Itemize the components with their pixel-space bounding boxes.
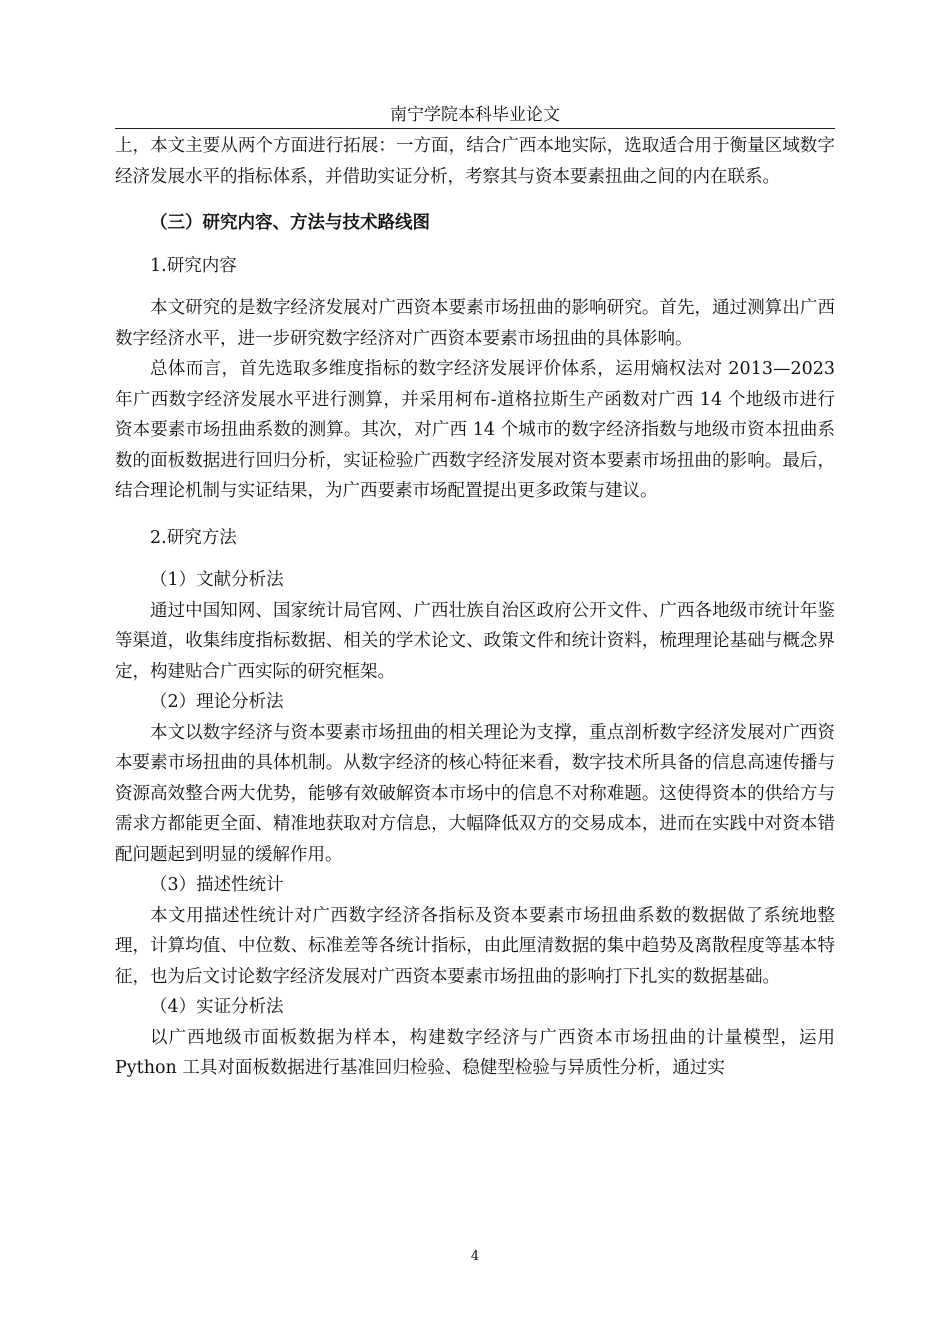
paragraph: 上，本文主要从两个方面进行拓展：一方面，结合广西本地实际，选取适合用于衡量区域数字经济发展水平的指标体系，并借助实证分析，考察其与资本要素扭曲之间的内在联系。	[115, 136, 835, 187]
paragraph: 本文用描述性统计对广西数字经济各指标及资本要素市场扭曲系数的数据做了系统地整理，计算均值、中位数、标准差等各统计指标，由此厘清数据的集中趋势及离散程度等基本特征，也为后文讨论数字经济发展对广西资本要素市场扭曲的影响打下扎实的数据基础。	[115, 905, 835, 987]
paragraph: 总体而言，首先选取多维度指标的数字经济发展评价体系，运用熵权法对 2013—2023 年广西数字经济发展水平进行测算，并采用柯布-道格拉斯生产函数对广西 14 个地级市进行资本要素市场扭曲系数的测算。其次，对广西 14 个城市的数字经济指数与地级市资本扭曲系数的面板数据进行回归分析，实证检验广西数字经济发展对资本要素市场扭曲的影响。最后，结合理论机制与实证结果，为广西要素市场配置提出更多政策与建议。	[115, 359, 835, 501]
method-heading: （3）描述性统计	[150, 875, 284, 895]
page-number: 4	[470, 1249, 480, 1264]
subsection-heading: 1.研究内容	[150, 255, 237, 276]
subsection-heading: 2.研究方法	[150, 527, 237, 548]
paragraph: 通过中国知网、国家统计局官网、广西壮族自治区政府公开文件、广西各地级市统计年鉴等渠道，收集纬度指标数据、相关的学术论文、政策文件和统计资料，梳理理论基础与概念界定，构建贴合广西实际的研究框架。	[115, 600, 835, 682]
section-heading: （三）研究内容、方法与技术路线图	[150, 213, 430, 233]
paragraph: 以广西地级市面板数据为样本，构建数字经济与广西资本市场扭曲的计量模型，运用 Python 工具对面板数据进行基准回归检验、稳健型检验与异质性分析，通过实	[115, 1027, 835, 1078]
method-heading: （4）实证分析法	[150, 997, 284, 1017]
body-text	[115, 131, 835, 1084]
paragraph: 本文以数字经济与资本要素市场扭曲的相关理论为支撑，重点剖析数字经济发展对广西资本要素市场扭曲的具体机制。从数字经济的核心特征来看，数字技术所具备的信息高速传播与资源高效整合两大优势，能够有效破解资本市场中的信息不对称难题。这使得资本的供给方与需求方都能更全面、精准地获取对方信息，大幅降低双方的交易成本，进而在实践中对资本错配问题起到明显的缓解作用。	[115, 722, 835, 865]
method-heading: （2）理论分析法	[150, 692, 284, 712]
method-heading: （1）文献分析法	[150, 570, 284, 590]
header-divider	[115, 128, 835, 129]
running-header: 南宁学院本科毕业论文	[390, 105, 560, 125]
paragraph: 本文研究的是数字经济发展对广西资本要素市场扭曲的影响研究。首先，通过测算出广西数字经济水平，进一步研究数字经济对广西资本要素市场扭曲的具体影响。	[115, 298, 835, 349]
